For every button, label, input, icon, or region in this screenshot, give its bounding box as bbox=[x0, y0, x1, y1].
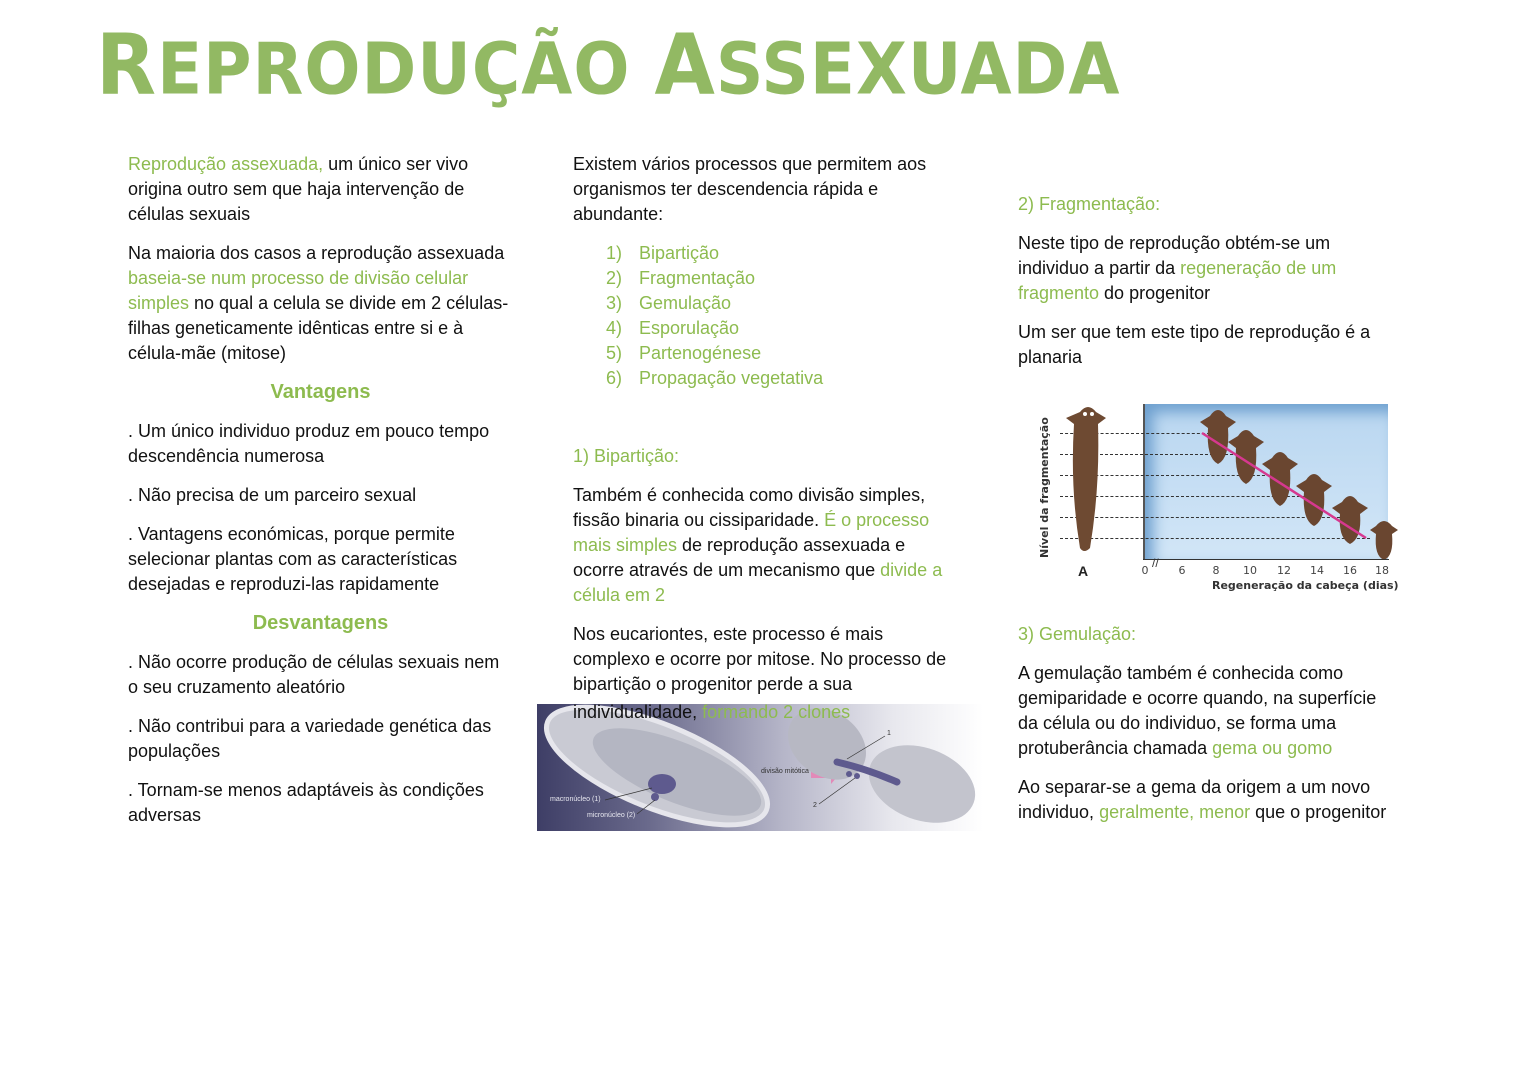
gemulation-paragraph-2 bbox=[1018, 775, 1398, 825]
fragmentation-heading: 2) Fragmentação: bbox=[1018, 194, 1161, 214]
text: individualidade, bbox=[573, 702, 703, 722]
intro-paragraph bbox=[128, 152, 513, 227]
fragmentation-paragraph bbox=[1018, 231, 1398, 306]
item-number: 6) bbox=[606, 368, 623, 388]
highlight: gema ou gomo bbox=[1212, 738, 1333, 758]
text: A gemulação também é conhecida como gemiparidade e ocorre quando, na superfície da célula ou do individuo, se forma uma protuberância chamada bbox=[1018, 663, 1377, 758]
item-number: 4) bbox=[606, 318, 623, 338]
item-label: Partenogénese bbox=[639, 343, 762, 363]
highlight: divide a célula em 2 bbox=[573, 560, 943, 605]
highlight: Reprodução assexuada, bbox=[128, 154, 324, 174]
planaria-regeneration-chart bbox=[1040, 398, 1400, 598]
text: um único ser vivo origina outro sem que haja intervenção de células sexuais bbox=[128, 154, 469, 224]
process-item bbox=[606, 291, 958, 316]
advantage-item: . Não precisa de um parceiro sexual bbox=[128, 485, 417, 505]
bipartition-heading: 1) Bipartição: bbox=[573, 446, 680, 466]
process-item bbox=[606, 341, 958, 366]
column-left bbox=[128, 152, 513, 842]
label-2: 2 bbox=[813, 802, 817, 809]
processes-list bbox=[573, 241, 958, 391]
text: de reprodução assexuada e ocorre através de um mecanismo que bbox=[573, 535, 906, 580]
title-word1: EPRODUÇÃO bbox=[157, 27, 631, 111]
item-number: 1) bbox=[606, 243, 623, 263]
item-label: Esporulação bbox=[639, 318, 740, 338]
item-label: Fragmentação bbox=[639, 268, 756, 288]
column-right-lower bbox=[1018, 622, 1398, 839]
process-item bbox=[606, 266, 958, 291]
text: no qual a celula se divide em 2 células-filhas geneticamente idênticas entre si e à célula-mãe (mitose) bbox=[128, 293, 509, 363]
specimen-label: A bbox=[1078, 563, 1089, 579]
text: do progenitor bbox=[1099, 283, 1211, 303]
text: Neste tipo de reprodução obtém-se um individuo a partir da bbox=[1018, 233, 1331, 278]
planaria-paragraph: Um ser que tem este tipo de reprodução é a planaria bbox=[1018, 322, 1371, 367]
advantage-item: . Um único individuo produz em pouco tempo descendência numerosa bbox=[128, 421, 490, 466]
title-initial: R bbox=[96, 16, 158, 114]
x-tick: 6 bbox=[1178, 564, 1186, 577]
item-label: Bipartição bbox=[639, 243, 720, 263]
disadvantage-item: . Não ocorre produção de células sexuais nem o seu cruzamento aleatório bbox=[128, 652, 500, 697]
column-right bbox=[1018, 192, 1398, 384]
x-axis-label: Regeneração da cabeça (dias) bbox=[1212, 579, 1399, 592]
x-tick: 16 bbox=[1343, 564, 1357, 577]
y-axis-label: Nível da fragmentação bbox=[1038, 417, 1051, 558]
item-number: 2) bbox=[606, 268, 623, 288]
advantage-item: . Vantagens económicas, porque permite selecionar plantas com as características desejadas e reproduzi-las rapidamente bbox=[128, 524, 458, 594]
process-item bbox=[606, 241, 958, 266]
item-number: 5) bbox=[606, 343, 623, 363]
axis-break-icon: // bbox=[1152, 556, 1159, 570]
x-tick: 18 bbox=[1375, 564, 1389, 577]
mitotic-division-label: divisão mitótica bbox=[761, 768, 809, 775]
x-axis bbox=[1143, 559, 1389, 560]
page-title bbox=[96, 16, 1121, 114]
text: Ao separar-se a gema da origem a um novo individuo, bbox=[1018, 777, 1371, 822]
label-1: 1 bbox=[887, 730, 891, 737]
gemulation-paragraph bbox=[1018, 661, 1398, 761]
text: que o progenitor bbox=[1250, 802, 1387, 822]
text: Também é conhecida como divisão simples, fissão binaria ou cissiparidade. bbox=[573, 485, 926, 530]
highlight: regeneração de um fragmento bbox=[1018, 258, 1337, 303]
bipartition-paragraph bbox=[573, 483, 958, 608]
individuality-line bbox=[573, 700, 850, 725]
macronucleus-label: macronúcleo (1) bbox=[550, 796, 601, 803]
process-item bbox=[606, 316, 958, 341]
micronucleus-label: micronúcleo (2) bbox=[587, 812, 636, 819]
x-tick: 14 bbox=[1310, 564, 1324, 577]
disadvantage-item: . Tornam-se menos adaptáveis às condições adversas bbox=[128, 780, 484, 825]
process-item bbox=[606, 366, 958, 391]
gemulation-heading: 3) Gemulação: bbox=[1018, 624, 1137, 644]
disadvantages-heading: Desvantagens bbox=[252, 612, 389, 634]
highlight: formando 2 clones bbox=[702, 702, 851, 722]
processes-intro: Existem vários processos que permitem aos organismos ter descendencia rápida e abundante: bbox=[573, 154, 927, 224]
item-number: 3) bbox=[606, 293, 623, 313]
x-tick: 8 bbox=[1212, 564, 1220, 577]
x-tick: 12 bbox=[1277, 564, 1291, 577]
x-tick: 0 bbox=[1141, 564, 1149, 577]
highlight: geralmente, menor bbox=[1099, 802, 1251, 822]
division-paragraph bbox=[128, 241, 513, 366]
eukaryote-paragraph: Nos eucariontes, este processo é mais complexo e ocorre por mitose. No processo de bipartição o progenitor perde a sua bbox=[573, 624, 947, 694]
title-initial-2: A bbox=[654, 16, 716, 114]
highlight: baseia-se num processo de divisão celular simples bbox=[128, 268, 469, 313]
text: Na maioria dos casos a reprodução assexuada bbox=[128, 243, 505, 263]
disadvantage-item: . Não contribui para a variedade genética das populações bbox=[128, 716, 492, 761]
item-label: Gemulação bbox=[639, 293, 732, 313]
x-tick: 10 bbox=[1243, 564, 1257, 577]
title-word2: SSEXUADA bbox=[715, 27, 1121, 111]
advantages-heading: Vantagens bbox=[270, 381, 371, 403]
column-middle bbox=[573, 152, 958, 697]
highlight: É o processo mais simples bbox=[573, 510, 930, 555]
item-label: Propagação vegetativa bbox=[639, 368, 824, 388]
